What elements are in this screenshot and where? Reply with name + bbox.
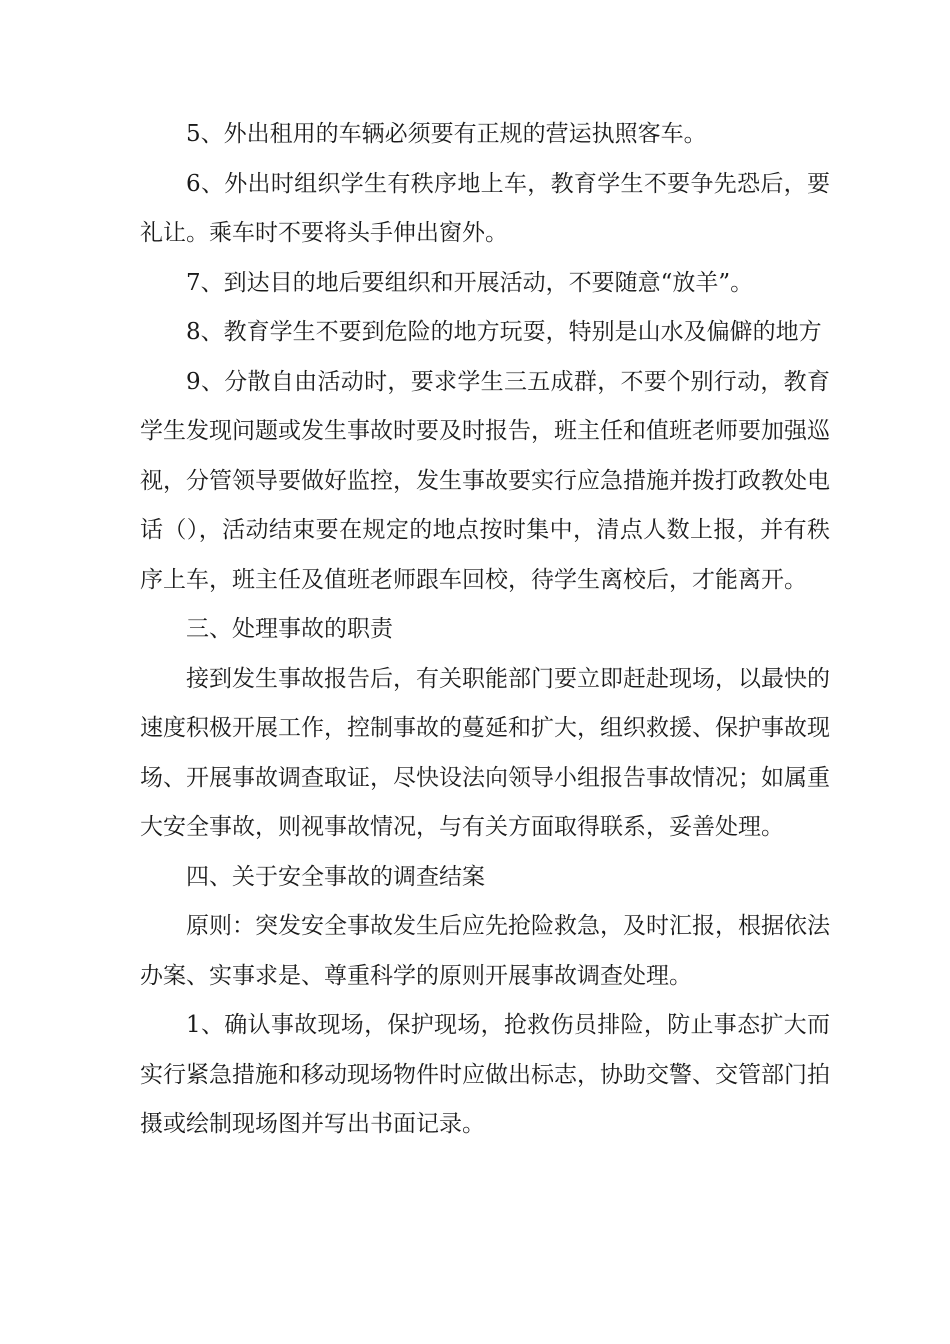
- paragraph-item-6-orderly-boarding: 6、外出时组织学生有秩序地上车，教育学生不要争先恐后，要礼让。乘车时不要将头手伸出窗外。: [140, 170, 830, 246]
- paragraph-item-5-vehicle-rental: 5、外出租用的车辆必须要有正规的营运执照客车。: [186, 121, 707, 147]
- paragraph-item-1-confirm-scene: 1、确认事故现场，保护现场，抢救伤员排险，防止事态扩大而实行紧急措施和移动现场物件时应做出标志，协助交警、交管部门拍摄或绘制现场图并写出书面记录。: [140, 1012, 830, 1137]
- section-heading-investigation: 四、关于安全事故的调查结案: [186, 863, 485, 890]
- document-page: [140, 110, 830, 1150]
- paragraph-item-7-organized-activities: 7、到达目的地后要组织和开展活动，不要随意“放羊”。: [186, 269, 754, 296]
- section-heading-accident-duties: 三、处理事故的职责: [186, 616, 393, 642]
- paragraph-accident-response: 接到发生事故报告后，有关职能部门要立即赶赴现场，以最快的速度积极开展工作，控制事故的蔓延和扩大，组织救援、保护事故现场、开展事故调查取证，尽快设法向领导小组报告事故情况；如属重大安全事故，则视事故情况，与有关方面取得联系，妥善处理。: [140, 665, 830, 840]
- paragraph-item-9-free-activity: 9、分散自由活动时，要求学生三五成群，不要个别行动，教育学生发现问题或发生事故时要及时报告，班主任和值班老师要加强巡视，分管领导要做好监控，发生事故要实行应急措施并拨打政教处电话（），活动结束要在规定的地点按时集中，清点人数上报，并有秩序上车，班主任及值班老师跟车回校，待学生离校后，才能离开。: [140, 368, 830, 593]
- paragraph-item-8-avoid-danger: 8、教育学生不要到危险的地方玩耍，特别是山水及偏僻的地方: [186, 319, 822, 345]
- paragraph-investigation-principle: 原则：突发安全事故发生后应先抢险救急，及时汇报，根据依法办案、实事求是、尊重科学的原则开展事故调查处理。: [140, 913, 830, 989]
